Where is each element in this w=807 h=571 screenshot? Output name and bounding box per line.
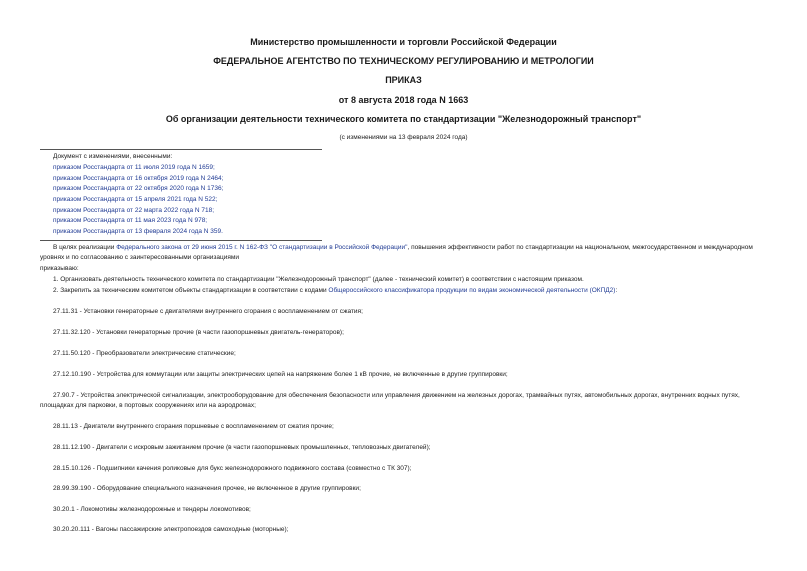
code-item: 28.99.39.190 - Оборудование специального назначения прочее, не включенное в другие группировки;: [53, 485, 361, 492]
code-item: 30.20.1 - Локомотивы железнодорожные и тендеры локомотивов;: [53, 506, 251, 513]
point-2-text: 2. Закрепить за техническим комитетом объекты стандартизации в соответствии с кодами: [53, 287, 329, 294]
code-item: 27.11.50.120 - Преобразователи электрические статические;: [53, 350, 236, 357]
amendment-link[interactable]: приказом Росстандарта от 15 апреля 2021 года N 522;: [53, 196, 218, 203]
amendment-link[interactable]: приказом Росстандарта от 11 июля 2019 года N 1659;: [53, 164, 215, 171]
code-item: [40, 391, 770, 410]
code-item: 28.11.13 - Двигатели внутреннего сгорания поршневые с воспламенением от сжатия прочие;: [53, 423, 334, 430]
amendment-link[interactable]: приказом Росстандарта от 11 мая 2023 года N 978;: [53, 217, 208, 224]
divider: [40, 240, 322, 241]
document-title: Об организации деятельности технического комитета по стандартизации "Железнодорожный транспорт": [165, 114, 642, 124]
ministry-heading: Министерство промышленности и торговли Российской Федерации: [250, 37, 557, 47]
point-2: [53, 286, 617, 295]
amendments-intro: Документ с изменениями, внесенными:: [53, 153, 173, 160]
preamble-paragraph: [40, 243, 770, 262]
amendment-link[interactable]: приказом Росстандарта от 13 февраля 2024 года N 359.: [53, 228, 223, 235]
point-1: 1. Организовать деятельность технического комитета по стандартизации "Железнодорожный транспорт" (далее - технический комитет) в соответствии с настоящим приказом.: [53, 276, 584, 283]
amendment-link[interactable]: приказом Росстандарта от 22 марта 2022 года N 718;: [53, 207, 215, 214]
code-item: 28.15.10.126 - Подшипники качения роликовые для букс железнодорожного подвижного состава (совместно с ТК 307);: [53, 465, 412, 472]
code-item: 28.11.12.190 - Двигатели с искровым зажиганием прочие (в части газопоршневых промышленных, тепловозных двигателей);: [53, 444, 431, 451]
preamble-text: В целях реализации: [53, 244, 117, 251]
preamble-text: , повышения эффективности работ по стандартизации на национальном, межгосударственном и международном уровнях и по согласованию с заинтересованными организациями: [40, 244, 753, 261]
agency-heading: ФЕДЕРАЛЬНОЕ АГЕНТСТВО ПО ТЕХНИЧЕСКОМУ РЕГУЛИРОВАНИЮ И МЕТРОЛОГИИ: [213, 56, 594, 66]
code-item: 30.20.20.111 - Вагоны пассажирские электропоездов самоходные (моторные);: [53, 526, 289, 533]
code-item-text: 27.90.7 - Устройства электрической сигнализации, электрооборудование для обеспечения безопасности или управления движением на железных дорогах, трамвайных путях, автомобильных дорогах, внутренних водных путях, площадках для парковки, в портовых сооружениях или на аэродромах;: [40, 392, 740, 409]
amendment-link[interactable]: приказом Росстандарта от 22 октября 2020 года N 1736;: [53, 185, 224, 192]
code-item: 27.12.10.190 - Устройства для коммутации или защиты электрических цепей на напряжение более 1 кВ прочие, не включенные в другие группировки;: [53, 371, 508, 378]
okpd2-link[interactable]: Общероссийского классификатора продукции по видам экономической деятельности (ОКПД2): [328, 287, 616, 294]
amendment-link[interactable]: приказом Росстандарта от 16 октября 2019 года N 2464;: [53, 175, 224, 182]
document-date: от 8 августа 2018 года N 1663: [338, 95, 469, 105]
divider: [40, 149, 322, 150]
document-type: ПРИКАЗ: [385, 75, 422, 85]
federal-law-link[interactable]: Федерального закона от 29 июня 2015 г. N 162-ФЗ "О стандартизации в Российской Федерации": [116, 244, 408, 251]
order-word: приказываю:: [40, 265, 79, 272]
code-item: 27.11.31 - Установки генераторные с двигателями внутреннего сгорания с воспламенением от сжатия;: [53, 308, 363, 315]
revision-note: (с изменениями на 13 февраля 2024 года): [339, 134, 468, 141]
code-item: 27.11.32.120 - Установки генераторные прочие (в части газопоршневых двигатель-генераторов);: [53, 329, 344, 336]
point-2-text: :: [615, 287, 618, 294]
